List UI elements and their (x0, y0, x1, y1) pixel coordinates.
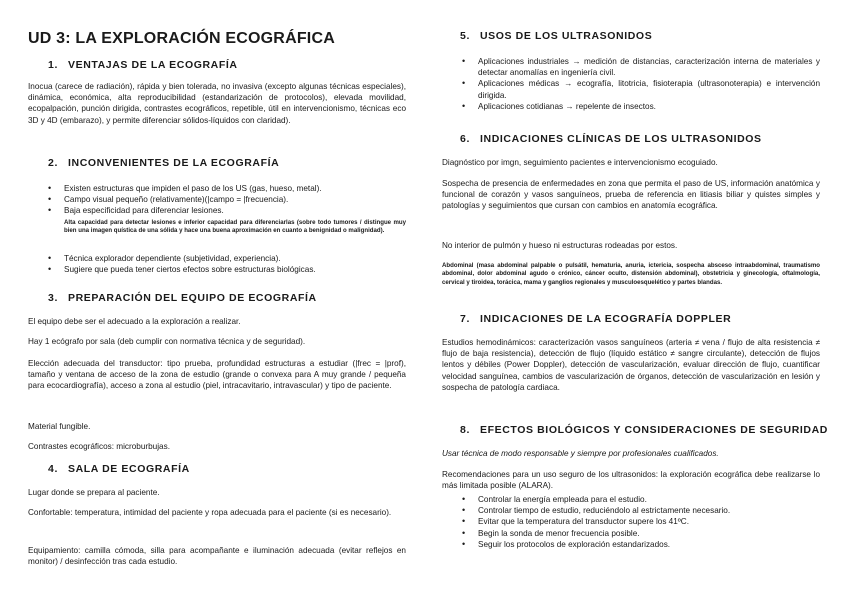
section-8-p2: Recomendaciones para un uso seguro de los ultrasonidos: la exploración ecográfica debe realizarse lo más limitada posible (ALARA). (442, 470, 820, 491)
section-1-heading: 1. VENTAJAS DE LA ECOGRAFÍA (48, 59, 238, 71)
list-item: • Controlar tiempo de estudio, reduciéndolo al estrictamente necesario. (478, 505, 820, 516)
section-8-heading: 8. EFECTOS BIOLÓGICOS Y CONSIDERACIONES DE SEGURIDAD (460, 424, 828, 436)
page-title: UD 3: LA EXPLORACIÓN ECOGRÁFICA (28, 30, 335, 47)
section-2-note: Alta capacidad para detectar lesiones e inferior capacidad para diferenciarlas (sobre todo tumores / distingue muy bien una imagen quística de una sólida y hace una buena aproximación en cuanto a benignidad o malignidad). (64, 219, 406, 235)
section-2-list (64, 183, 406, 217)
section-6-note: Abdominal (masa abdominal palpable o pulsátil, hematuria, anuria, ictericia, sospecha absceso intraabdominal, traumatismo abdominal, dolor abdominal agudo o crónico, cáncer oculto, distensión abdominal), obstetricia y ginecología, oftalmología, cervical y tiroidea, torácica, mama y ganglios regionales y musculoesquelético y partes blandas. (442, 262, 820, 286)
section-7-heading: 7. INDICACIONES DE LA ECOGRAFÍA DOPPLER (460, 313, 732, 325)
list-item: • Aplicaciones médicas → ecografía, litotricia, fisioterapia (ultrasonoterapia) e intervención dirigida. (478, 78, 820, 100)
section-8-list (478, 494, 820, 550)
list-item: • Baja especificidad para diferenciar lesiones. (64, 205, 406, 216)
section-3-heading: 3. PREPARACIÓN DEL EQUIPO DE ECOGRAFÍA (48, 292, 317, 304)
section-6-p2: Sospecha de presencia de enfermedades en zona que permita el paso de US, información anatómica y funcional de corazón y vasos sanguíneos, prueba de referencia en litiasis biliar y quistes simples y patologías y seguimientos que cursan con cambios en anatomía ecográfica. (442, 179, 820, 211)
section-4-p1: Lugar donde se prepara al paciente. (28, 488, 160, 497)
section-3-p4: Material fungible. (28, 422, 91, 431)
section-6-p3: No interior de pulmón y hueso ni estructuras rodeadas por estos. (442, 241, 678, 250)
section-3-p5: Contrastes ecográficos: microburbujas. (28, 442, 170, 451)
section-2-list-2 (64, 253, 406, 275)
section-4-heading: 4. SALA DE ECOGRAFÍA (48, 463, 190, 475)
list-item: • Aplicaciones industriales → medición de distancias, caracterización interna de materiales y detectar anomalías en ingeniería civil. (478, 56, 820, 78)
list-item: • Seguir los protocolos de exploración estandarizados. (478, 539, 820, 550)
section-5-heading: 5. USOS DE LOS ULTRASONIDOS (460, 30, 653, 42)
section-7-text: Estudios hemodinámicos: caracterización vasos sanguíneos (arteria ≠ vena / flujo de alta resistencia ≠ flujo de baja resistencia), detección de flujo (líquido estático ≠ sangre circulante), detección de flujos lentos y débiles (Power Doppler), detección de vascularización, evaluar dirección de flujo, cuantificar velocidad sanguínea, cambios de vascularización de órganos, detección de vascularización en lesión y sospecha de patología cardiaca. (442, 338, 820, 392)
list-item: • Existen estructuras que impiden el paso de los US (gas, hueso, metal). (64, 183, 406, 194)
section-6-heading: 6. INDICACIONES CLÍNICAS DE LOS ULTRASONIDOS (460, 133, 762, 145)
list-item: • Sugiere que pueda tener ciertos efectos sobre estructuras biológicas. (64, 264, 406, 275)
section-4-p3: Equipamiento: camilla cómoda, silla para acompañante e iluminación adecuada (evitar reflejos en monitor) / desinfección tras cada estudio. (28, 546, 406, 567)
list-item: • Campo visual pequeño (relativamente)(|campo = |frecuencia). (64, 194, 406, 205)
list-item: • Evitar que la temperatura del transductor supere los 41ºC. (478, 516, 820, 527)
list-item: • Controlar la energía empleada para el estudio. (478, 494, 820, 505)
section-2-heading: 2. INCONVENIENTES DE LA ECOGRAFÍA (48, 157, 280, 169)
section-8-p1: Usar técnica de modo responsable y siempre por profesionales cualificados. (442, 449, 719, 458)
section-3-p2: Hay 1 ecógrafo por sala (deb cumplir con normativa técnica y de seguridad). (28, 337, 306, 346)
section-4-p2: Confortable: temperatura, intimidad del paciente y ropa adecuada para el paciente (si es necesario). (28, 508, 392, 517)
list-item: • Begin la sonda de menor frecuencia posible. (478, 528, 820, 539)
section-3-p1: El equipo debe ser el adecuado a la exploración a realizar. (28, 317, 241, 326)
list-item: • Técnica explorador dependiente (subjetividad, experiencia). (64, 253, 406, 264)
list-item: • Aplicaciones cotidianas → repelente de insectos. (478, 101, 820, 112)
section-5-list (478, 56, 820, 112)
section-6-p1: Diagnóstico por imgn, seguimiento pacientes e intervencionismo ecoguiado. (442, 158, 718, 167)
section-3-p3: Elección adecuada del transductor: tipo prueba, profundidad estructuras a estudiar (|frec = |prof), tamaño y ventana de acceso de la zona de estudio (grande o convexa para A muy grande / pequeña para ecocardiografía), acceso a zona al estudio (piel, intracavitario, intravascular) y tipo de paciente. (28, 359, 406, 391)
section-1-text: Inocua (carece de radiación), rápida y bien tolerada, no invasiva (excepto algunas técnicas especiales), dinámica, económica, alta reproducibilidad (estandarización de protocolos), elevada movilidad, ecopalpación, punción dirigida, contrastes ecográficos, repetible, útil en intervencionismo, técnicas eco 3D y 4D (embarazo), y permite diferenciar sólidos-líquidos con claridad). (28, 82, 406, 125)
